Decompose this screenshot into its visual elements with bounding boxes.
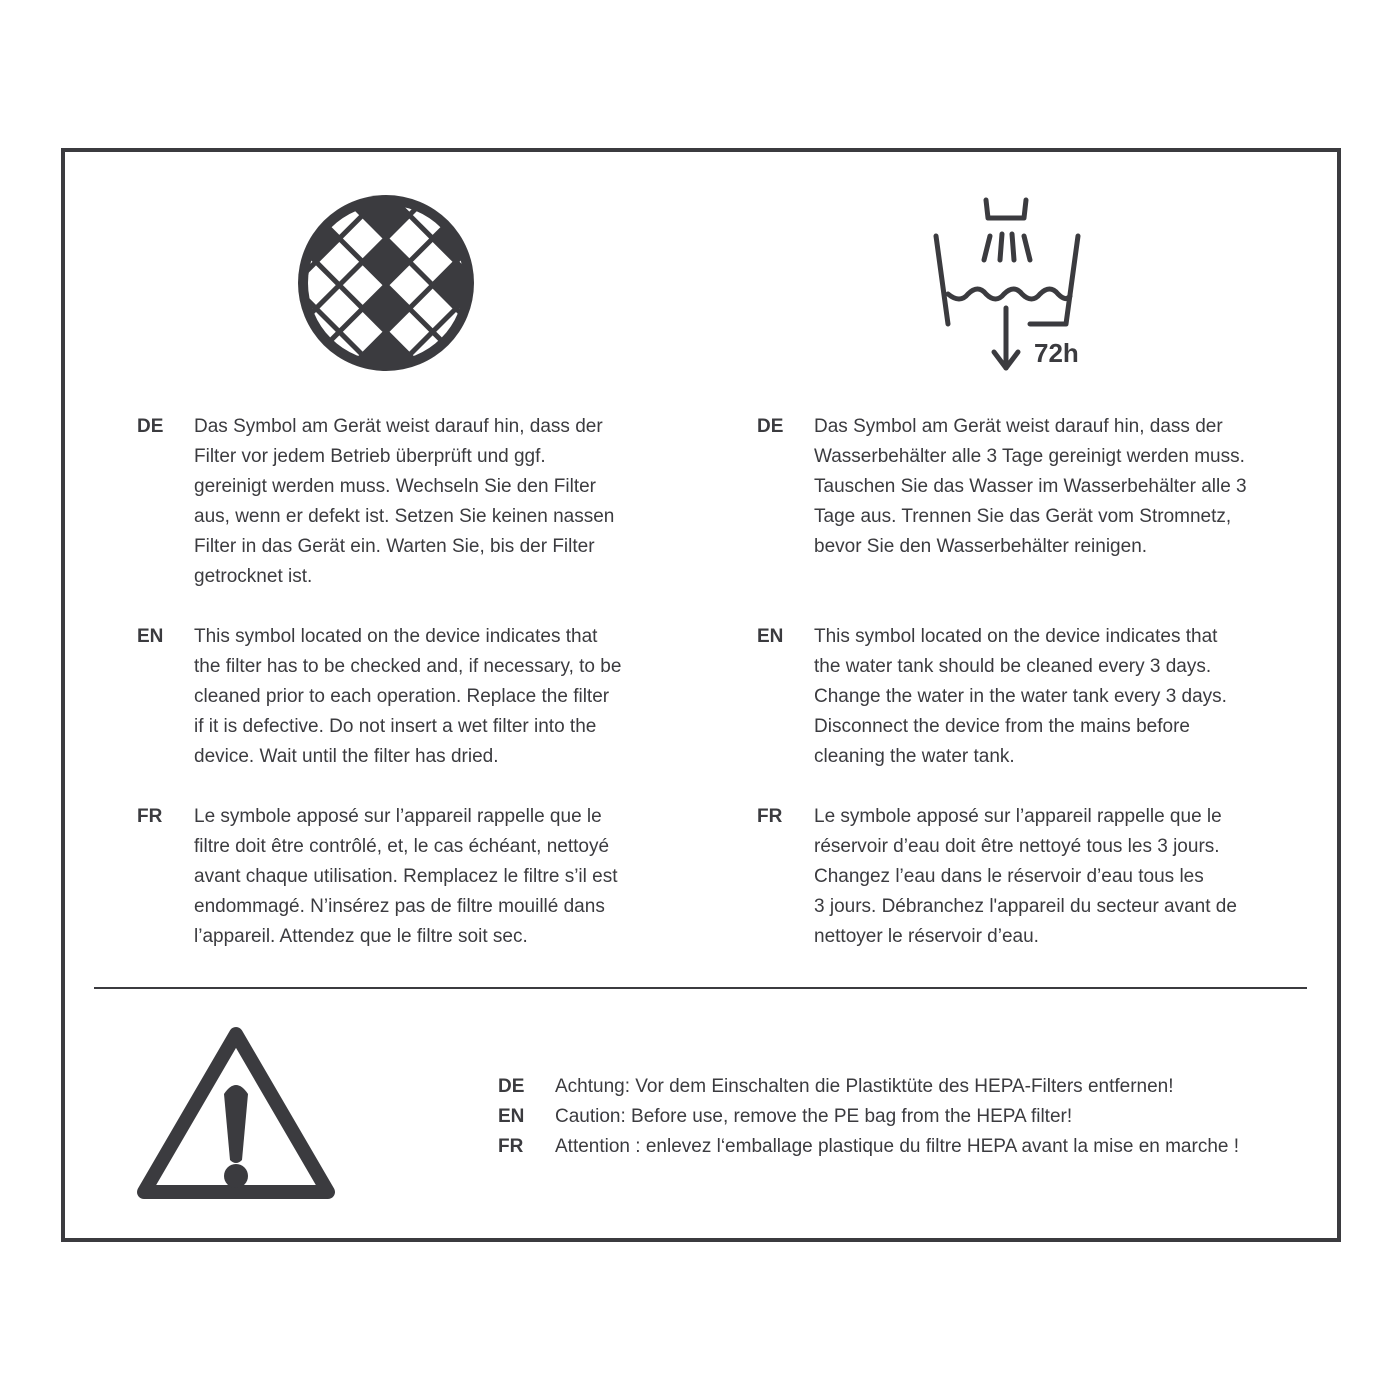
filter-cell bbox=[298, 195, 336, 212]
text-line: Le symbole apposé sur l’appareil rappelle que le bbox=[194, 806, 602, 827]
tank-interval-label: 72h bbox=[1034, 338, 1079, 368]
text-line: Le symbole apposé sur l’appareil rappelle que le bbox=[814, 806, 1222, 827]
text-line: Disconnect the device from the mains before bbox=[814, 716, 1190, 737]
text-line: nettoyer le réservoir d’eau. bbox=[814, 926, 1039, 947]
text-line: bevor Sie den Wasserbehälter reinigen. bbox=[814, 536, 1148, 557]
text-line: Tage aus. Trennen Sie das Gerät vom Stromnetz, bbox=[814, 506, 1232, 527]
text-line: Tauschen Sie das Wasser im Wasserbehälter alle 3 bbox=[814, 476, 1247, 497]
paragraph-text bbox=[194, 802, 617, 952]
filter-cell bbox=[298, 359, 336, 371]
text-line: Das Symbol am Gerät weist darauf hin, dass der bbox=[814, 416, 1223, 437]
text-line: getrocknet ist. bbox=[194, 566, 313, 587]
language-code: EN bbox=[757, 626, 784, 647]
warning-text: Achtung: Vor dem Einschalten die Plastiktüte des HEPA-Filters entfernen! bbox=[555, 1076, 1174, 1097]
text-line: Wasserbehälter alle 3 Tage gereinigt werden muss. bbox=[814, 446, 1245, 467]
language-code: EN bbox=[498, 1106, 525, 1127]
text-line: Filter in das Gerät ein. Warten Sie, bis der Filter bbox=[194, 536, 595, 557]
text-line: avant chaque utilisation. Remplacez le filtre s’il est bbox=[194, 866, 618, 887]
text-line: device. Wait until the filter has dried. bbox=[194, 746, 499, 767]
language-code: FR bbox=[137, 806, 163, 827]
language-code: FR bbox=[757, 806, 783, 827]
filter-cell bbox=[436, 195, 474, 212]
language-code: EN bbox=[137, 626, 164, 647]
text-line: Das Symbol am Gerät weist darauf hin, dass der bbox=[194, 416, 603, 437]
language-code: DE bbox=[757, 416, 784, 437]
language-code: DE bbox=[498, 1076, 525, 1097]
text-line: This symbol located on the device indicates that bbox=[814, 626, 1218, 647]
filter-cell bbox=[460, 335, 474, 371]
paragraph-text bbox=[814, 802, 1237, 952]
text-line: the water tank should be cleaned every 3 days. bbox=[814, 656, 1212, 677]
section-divider bbox=[94, 987, 1307, 989]
filter-cell bbox=[436, 359, 474, 371]
filter-cell bbox=[460, 195, 474, 235]
text-line: filtre doit être contrôlé, et, le cas échéant, nettoyé bbox=[194, 836, 610, 857]
paragraph-text bbox=[814, 622, 1227, 772]
text-line: réservoir d’eau doit être nettoyé tous les 3 jours. bbox=[814, 836, 1220, 857]
paragraph-text bbox=[194, 412, 614, 592]
text-line: aus, wenn er defekt ist. Setzen Sie keinen nassen bbox=[194, 506, 615, 527]
text-line: gereinigt werden muss. Wechseln Sie den Filter bbox=[194, 476, 597, 497]
text-line: Filter vor jedem Betrieb überprüft und ggf. bbox=[194, 446, 546, 467]
text-line: This symbol located on the device indicates that bbox=[194, 626, 598, 647]
warning-text: Caution: Before use, remove the PE bag from the HEPA filter! bbox=[555, 1106, 1073, 1127]
text-line: 3 jours. Débranchez l'appareil du secteur avant de bbox=[814, 896, 1237, 917]
text-line: Changez l’eau dans le réservoir d’eau tous les bbox=[814, 866, 1204, 887]
paragraph-text bbox=[194, 622, 621, 772]
text-line: the filter has to be checked and, if necessary, to be bbox=[194, 656, 622, 677]
text-line: cleaned prior to each operation. Replace the filter bbox=[194, 686, 610, 707]
paragraph-text bbox=[814, 412, 1247, 562]
filter-grid-icon bbox=[298, 195, 474, 371]
filter-cell bbox=[298, 195, 312, 235]
text-line: Change the water in the water tank every 3 days. bbox=[814, 686, 1227, 707]
text-line: l’appareil. Attendez que le filtre soit sec. bbox=[194, 926, 528, 947]
text-line: if it is defective. Do not insert a wet filter into the bbox=[194, 716, 597, 737]
text-line: endommagé. N’insérez pas de filtre mouillé dans bbox=[194, 896, 605, 917]
text-line: cleaning the water tank. bbox=[814, 746, 1015, 767]
warning-text: Attention : enlevez l‘emballage plastique du filtre HEPA avant la mise en marche ! bbox=[555, 1136, 1240, 1157]
warning-triangle-icon bbox=[136, 1024, 336, 1200]
filter-cell bbox=[298, 335, 312, 371]
language-code: FR bbox=[498, 1136, 524, 1157]
language-code: DE bbox=[137, 416, 164, 437]
